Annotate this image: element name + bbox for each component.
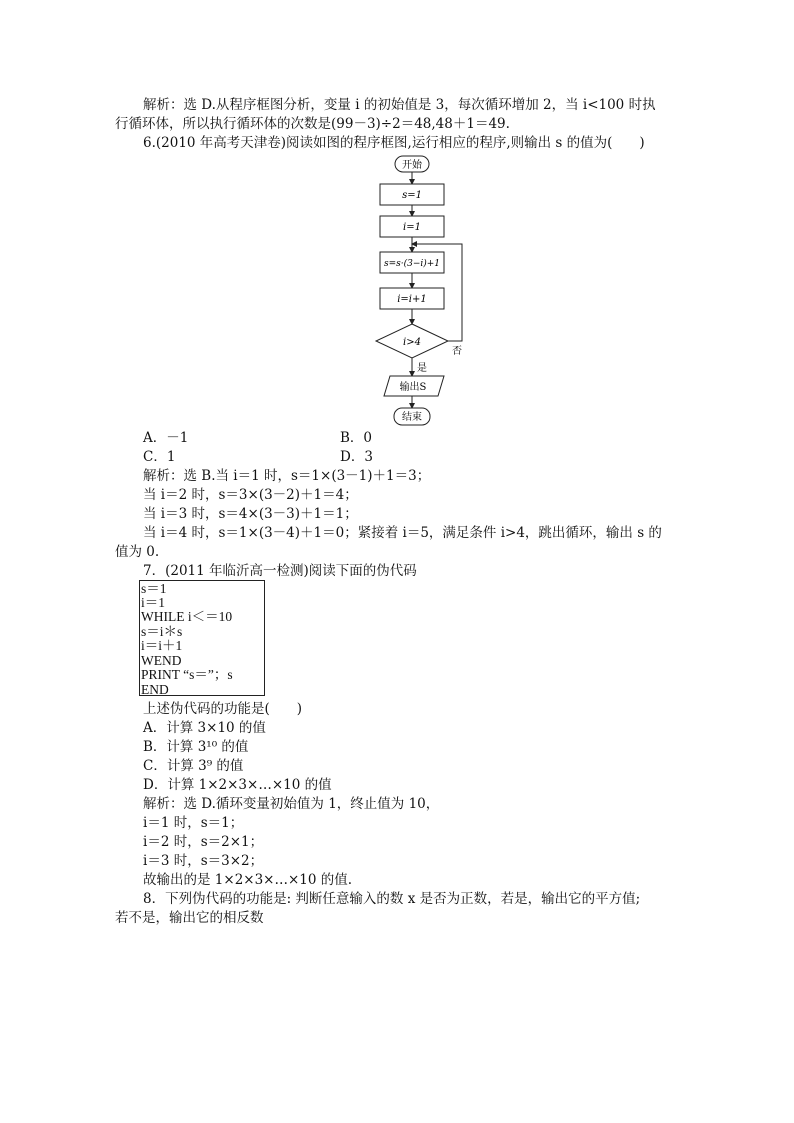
q7-option-a: A．计算 3×10 的值 — [143, 720, 266, 736]
q7-code-line-4: s＝i＊s — [141, 624, 183, 639]
q7-question: 上述伪代码的功能是( ) — [143, 701, 303, 717]
q6-option-a: A．－1 — [143, 430, 189, 446]
q6-solution-line-5: 值为 0. — [115, 544, 160, 560]
q7-code-line-8: END — [141, 682, 169, 697]
q7-stem: 7．(2011 年临沂高一检测)阅读下面的伪代码 — [143, 563, 417, 579]
flow-condition — [376, 324, 448, 358]
flow-s-init — [380, 184, 444, 205]
flow-update-i — [380, 288, 444, 309]
q7-code-line-3: WHILE i＜＝10 — [141, 609, 233, 624]
flow-s-init-label: s=1 — [402, 190, 422, 201]
q5-solution-line-2: 行循环体，所以执行循环体的次数是(99－3)÷2＝48,48＋1＝49. — [115, 116, 510, 132]
flow-output-label: 输出S — [399, 382, 427, 393]
q7-code-line-5: i＝i＋1 — [141, 638, 183, 653]
q6-stem: 6.(2010 年高考天津卷)阅读如图的程序框图,运行相应的程序,则输出 s 的值为( ) — [143, 135, 645, 151]
q7-option-c: C．计算 3⁹ 的值 — [143, 758, 244, 774]
q6-solution-line-4: 当 i＝4 时，s＝1×(3－4)＋1＝0；紧接着 i＝5，满足条件 i>4，跳出循环，输出 s 的 — [143, 525, 662, 541]
q6-option-b: B．0 — [340, 430, 373, 446]
q6-solution-line-3: 当 i＝3 时，s＝4×(3－3)＋1＝1； — [143, 506, 358, 522]
q7-solution-line-3: i＝2 时，s＝2×1； — [143, 834, 264, 850]
q8-line-2: 若不是，输出它的相反数 — [115, 910, 264, 926]
q7-option-d: D．计算 1×2×3×…×10 的值 — [143, 777, 332, 793]
q7-code-line-6: WEND — [141, 653, 182, 668]
q7-solution-line-5: 故输出的是 1×2×3×…×10 的值. — [143, 872, 353, 888]
flow-update-s-label: s=s·(3−i)+1 — [383, 259, 441, 269]
q6-flowchart — [360, 152, 500, 430]
q7-solution-line-1: 解析：选 D.循环变量初始值为 1，终止值为 10， — [143, 796, 440, 812]
flow-yes-label: 是 — [417, 363, 427, 374]
q7-option-b: B．计算 3¹⁰ 的值 — [143, 739, 249, 755]
q5-solution-line-1: 解析：选 D.从程序框图分析，变量 i 的初始值是 3，每次循环增加 2，当 i<100 时执 — [143, 97, 656, 113]
q6-solution-line-2: 当 i＝2 时，s＝3×(3－2)＋1＝4； — [143, 487, 358, 503]
q7-solution-line-4: i＝3 时，s＝3×2； — [143, 853, 264, 869]
flow-output — [384, 376, 444, 396]
q7-code-line-7: PRINT “s＝”；s — [141, 667, 233, 682]
q7-code-line-2: i＝1 — [141, 595, 166, 610]
q8-line-1: 8．下列伪代码的功能是: 判断任意输入的数 x 是否为正数，若是，输出它的平方值; — [143, 891, 641, 907]
flow-start-label: 开始 — [402, 160, 422, 171]
q7-code-line-1: s＝1 — [141, 581, 167, 596]
flow-end-label: 结束 — [402, 412, 422, 423]
flow-condition-label: i>4 — [403, 337, 421, 348]
flow-start — [395, 156, 429, 172]
q6-option-c: C．1 — [143, 449, 176, 465]
q6-option-d: D．3 — [340, 449, 373, 465]
flow-end — [394, 408, 430, 425]
flow-update-i-label: i=i+1 — [397, 294, 427, 305]
flow-i-init — [380, 216, 444, 237]
flow-update-s — [380, 252, 444, 273]
flow-i-init-label: i=1 — [403, 222, 421, 233]
q6-solution-line-1: 解析：选 B.当 i＝1 时，s＝1×(3－1)＋1＝3； — [143, 468, 431, 484]
flow-no-label: 否 — [452, 346, 462, 357]
q7-solution-line-2: i＝1 时，s＝1； — [143, 815, 244, 831]
